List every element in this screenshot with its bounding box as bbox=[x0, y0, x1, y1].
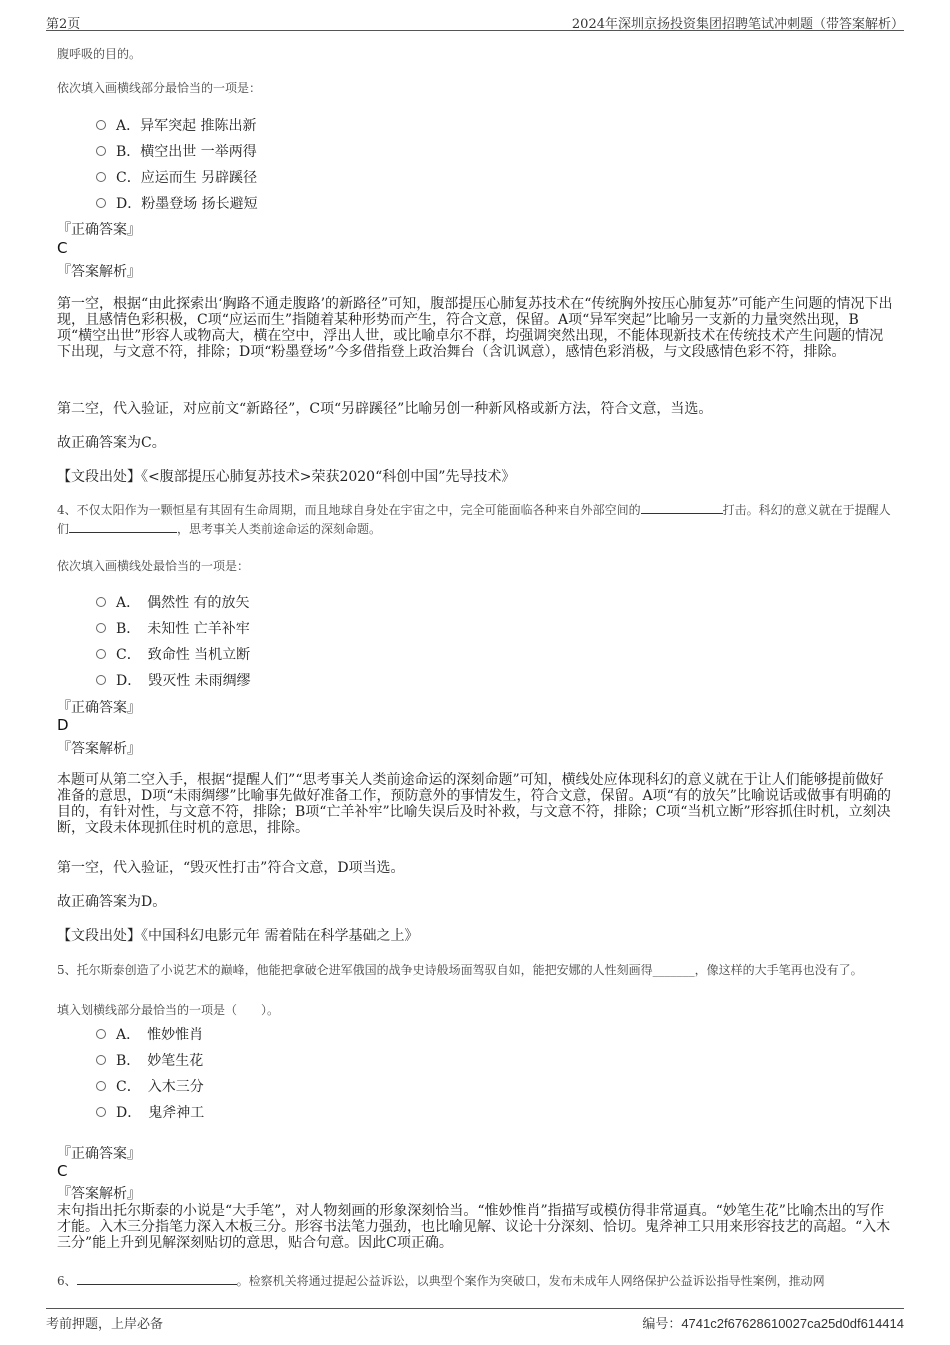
q3-option-b[interactable]: B．横空出世 一举两得 bbox=[96, 141, 257, 161]
q4-option-c[interactable]: C． 致命性 当机立断 bbox=[96, 644, 250, 664]
radio-icon[interactable] bbox=[96, 146, 106, 156]
q3-analysis-paragraph-1: 第一空，根据“由此探索出‘胸路不通走腹路’的新路径”可知，腹部提压心肺复苏技术在“传统胸外按压心肺复苏”可能产生问题的情况下出现，且感情色彩积极，C项“应运而生”指随着某种形势而产生，符合文意，保留。A项“异军突起”比喻另一支新的力量突然出现，B项“横空出世”形容人或物高大，横在空中，浮出人世，或比喻卓尔不群，均强调突然出现，不能体现新技术在传统技术产生问题的情况下出现，与文意不符，排除；D项“粉墨登场”今多借指登上政治舞台（含讥讽意），感情色彩消极，与文段感情色彩不符，排除。 bbox=[57, 296, 893, 360]
radio-icon[interactable] bbox=[96, 1055, 106, 1065]
q5-option-d[interactable]: D． 鬼斧神工 bbox=[96, 1102, 204, 1122]
q4-analysis-paragraph-2: 第一空，代入验证，“毁灭性打击”符合文意，D项当选。 bbox=[57, 860, 405, 876]
document-title: 2024年深圳京扬投资集团招聘笔试冲刺题（带答案解析） bbox=[571, 17, 904, 32]
radio-icon[interactable] bbox=[96, 1107, 106, 1117]
q3-answer-label: 『正确答案』 bbox=[57, 222, 141, 238]
q5-answer: C bbox=[57, 1162, 68, 1180]
q4-analysis-paragraph-1: 本题可从第二空入手，根据“提醒人们”“思考事关人类前途命运的深刻命题”可知，横线处应体现科幻的意义就在于让人们能够提前做好准备的意思，D项“未雨绸缪”比喻事先做好准备工作，预防意外的事情发生，符合文意，保留。A项“有的放矢”比喻说话或做事有明确的目的，有针对性，与文意不符，排除；B项“亡羊补牢”比喻失误后及时补救，与文意不符，排除；C项“当机立断”形容抓住时机，立刻决断，文段未体现抓住时机的意思，排除。 bbox=[57, 772, 891, 836]
q3-analysis-paragraph-3: 故正确答案为C。 bbox=[57, 435, 166, 451]
q4-option-d[interactable]: D． 毁灭性 未雨绸缪 bbox=[96, 670, 251, 690]
q5-prompt: 填入划横线部分最恰当的一项是（ ）。 bbox=[57, 1003, 280, 1017]
q4-option-a[interactable]: A． 偶然性 有的放矢 bbox=[96, 592, 250, 612]
q4-answer: D bbox=[57, 716, 69, 734]
q3-analysis-paragraph-2: 第二空，代入验证，对应前文“新路径”，C项“另辟蹊径”比喻另创一种新风格或新方法，符合文意，当选。 bbox=[57, 401, 713, 417]
q6-stem: 6、 。检察机关将通过提起公益诉讼，以典型个案作为突破口，发布未成年人网络保护公益诉讼指导性案例，推动网 bbox=[57, 1274, 825, 1288]
q5-option-a[interactable]: A． 惟妙惟肖 bbox=[96, 1024, 203, 1044]
footer-slogan: 考前押题，上岸必备 bbox=[46, 1317, 164, 1332]
q3-analysis-label: 『答案解析』 bbox=[57, 264, 141, 280]
radio-icon[interactable] bbox=[96, 623, 106, 633]
radio-icon[interactable] bbox=[96, 172, 106, 182]
radio-icon[interactable] bbox=[96, 597, 106, 607]
footer-code: 编号：4741c2f67628610027ca25d0df614414 bbox=[642, 1316, 904, 1332]
q4-answer-label: 『正确答案』 bbox=[57, 700, 141, 716]
radio-icon[interactable] bbox=[96, 1081, 106, 1091]
q4-option-b[interactable]: B． 未知性 亡羊补牢 bbox=[96, 618, 250, 638]
q5-stem: 5、托尔斯泰创造了小说艺术的巅峰，他能把拿破仑进军俄国的战争史诗般场面驾驭自如，能把安娜的人性刻画得_______，像这样的大手笔再也没有了。 bbox=[57, 963, 863, 977]
radio-icon[interactable] bbox=[96, 120, 106, 130]
q3-option-a[interactable]: A．异军突起 推陈出新 bbox=[96, 115, 257, 135]
q3-prompt: 依次填入画横线部分最恰当的一项是： bbox=[57, 81, 262, 95]
radio-icon[interactable] bbox=[96, 675, 106, 685]
q4-prompt: 依次填入画横线处最恰当的一项是： bbox=[57, 559, 250, 573]
q4-analysis-paragraph-3: 故正确答案为D。 bbox=[57, 894, 167, 910]
q4-analysis-label: 『答案解析』 bbox=[57, 741, 141, 757]
q5-option-b[interactable]: B． 妙笔生花 bbox=[96, 1050, 203, 1070]
footer-divider bbox=[46, 1308, 904, 1309]
header-divider bbox=[46, 30, 904, 31]
q5-analysis-label: 『答案解析』 bbox=[57, 1186, 141, 1202]
q3-option-d[interactable]: D．粉墨登场 扬长避短 bbox=[96, 193, 258, 213]
q5-analysis: 末句指出托尔斯泰的小说是“大手笔”，对人物刻画的形象深刻恰当。“惟妙惟肖”指描写或模仿得非常逼真。“妙笔生花”比喻杰出的写作才能。入木三分指笔力深入木板三分。形容书法笔力强劲，也比喻见解、议论十分深刻、恰切。鬼斧神工只用来形容技艺的高超。“入木三分”能上升到见解深刻贴切的意思，贴合句意。因此C项正确。 bbox=[57, 1203, 891, 1251]
q4-blank-2 bbox=[69, 520, 177, 533]
q3-answer: C bbox=[57, 239, 68, 257]
q4-stem: 4、不仅太阳作为一颗恒星有其固有生命周期，而且地球自身处在宇宙之中，完全可能面临各种来自外部空间的 打击。科幻的意义就在于提醒人们 ，思考事关人类前途命运的深刻命题。 bbox=[57, 503, 891, 536]
q3-option-c[interactable]: C．应运而生 另辟蹊径 bbox=[96, 167, 257, 187]
intro-tail: 腹呼吸的目的。 bbox=[57, 47, 142, 61]
radio-icon[interactable] bbox=[96, 649, 106, 659]
radio-icon[interactable] bbox=[96, 1029, 106, 1039]
q4-source: 【文段出处】《中国科幻电影元年 需着陆在科学基础之上》 bbox=[57, 928, 419, 944]
q5-option-c[interactable]: C． 入木三分 bbox=[96, 1076, 204, 1096]
q6-blank bbox=[77, 1272, 237, 1285]
radio-icon[interactable] bbox=[96, 198, 106, 208]
page-number: 第2页 bbox=[46, 17, 81, 32]
q3-source: 【文段出处】《<腹部提压心肺复苏技术>荣获2020“科创中国”先导技术》 bbox=[57, 469, 516, 485]
q4-blank-1 bbox=[641, 501, 723, 514]
q5-answer-label: 『正确答案』 bbox=[57, 1146, 141, 1162]
